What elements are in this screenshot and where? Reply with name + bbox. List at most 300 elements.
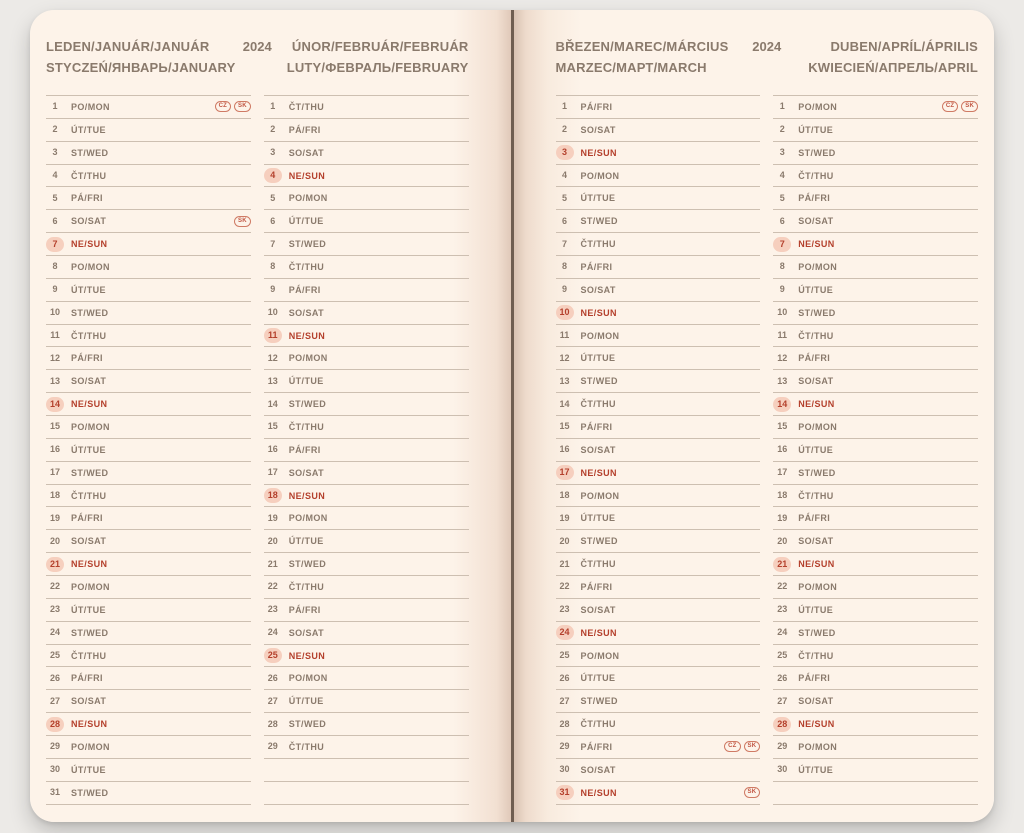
day-number: 29 (777, 741, 788, 752)
day-number: 24 (267, 627, 278, 638)
day-number: 17 (49, 467, 60, 478)
day-number: 5 (779, 192, 785, 203)
day-label: SO/SAT (580, 284, 616, 295)
day-row (46, 393, 251, 416)
day-row (264, 485, 469, 508)
day-number: 18 (559, 490, 570, 501)
day-row (46, 233, 251, 256)
day-row (46, 279, 251, 302)
day-label: NE/SUN (798, 559, 835, 570)
day-number: 28 (46, 717, 64, 732)
day-row (556, 667, 761, 690)
day-row (264, 96, 469, 119)
day-number: 7 (270, 238, 276, 249)
day-number: 28 (559, 718, 570, 729)
day-number: 13 (49, 375, 60, 386)
day-row (773, 622, 978, 645)
day-label: PÁ/FRI (71, 353, 103, 364)
day-label: PÁ/FRI (580, 261, 613, 272)
day-number: 23 (777, 604, 788, 615)
day-label: PÁ/FRI (798, 193, 831, 204)
day-number: 14 (267, 398, 278, 409)
left-page-header (46, 36, 469, 84)
day-label: SO/SAT (71, 376, 107, 387)
day-number: 29 (267, 741, 278, 752)
day-row (46, 142, 251, 165)
day-number: 10 (267, 307, 278, 318)
day-label: ST/WED (71, 467, 109, 478)
day-label: ST/WED (71, 787, 109, 798)
day-label: PO/MON (798, 101, 838, 112)
day-number: 23 (267, 604, 278, 615)
day-row (773, 690, 978, 713)
day-number: 4 (561, 170, 567, 180)
day-row (264, 416, 469, 439)
day-number: 22 (267, 581, 278, 592)
day-number: 15 (49, 421, 60, 432)
day-number: 11 (50, 330, 60, 341)
day-label: ÚT/TUE (71, 124, 106, 135)
day-row (556, 782, 761, 805)
day-row (773, 576, 978, 599)
day-number: 1 (561, 101, 567, 112)
day-number: 25 (777, 650, 788, 661)
day-number: 3 (270, 147, 276, 158)
day-row (264, 713, 469, 736)
month-columns (46, 95, 469, 805)
right-page-header (556, 36, 979, 84)
day-number: 28 (773, 717, 791, 732)
day-label: SO/SAT (580, 604, 616, 615)
day-number: 31 (49, 787, 60, 798)
day-row (264, 507, 469, 530)
day-number: 8 (779, 261, 785, 272)
day-row (556, 736, 761, 759)
day-number: 13 (559, 375, 570, 386)
day-number: 26 (49, 672, 60, 683)
day-row (773, 325, 978, 348)
month-title-march (556, 36, 753, 78)
day-row (46, 347, 251, 370)
day-row (264, 187, 469, 210)
day-row (773, 645, 978, 668)
day-label: ČT/THU (288, 261, 325, 272)
day-number: 8 (561, 261, 567, 272)
day-label: ÚT/TUE (798, 284, 834, 295)
day-row (556, 645, 761, 668)
holiday-badges (234, 216, 251, 227)
holiday-badge-sk: SK (234, 216, 251, 227)
day-row (46, 713, 251, 736)
day-number: 7 (46, 237, 64, 252)
day-label: PO/MON (288, 193, 328, 204)
day-label: SO/SAT (580, 124, 616, 135)
day-number: 29 (49, 741, 60, 752)
day-label: ÚT/TUE (288, 536, 324, 547)
day-number: 17 (556, 465, 574, 480)
day-row (556, 462, 761, 485)
day-number: 20 (777, 535, 788, 546)
day-number: 19 (777, 512, 788, 523)
day-label: NE/SUN (580, 467, 617, 478)
day-row (773, 233, 978, 256)
day-label: PO/MON (798, 581, 838, 592)
day-label: ST/WED (71, 147, 109, 158)
day-label: PÁ/FRI (580, 741, 613, 752)
day-label: PO/MON (580, 650, 620, 661)
day-label: ST/WED (580, 216, 618, 227)
day-row (556, 599, 761, 622)
day-number: 17 (777, 467, 788, 478)
day-number: 6 (52, 215, 58, 226)
day-label: ST/WED (288, 719, 327, 730)
day-row (773, 462, 978, 485)
day-number: 12 (777, 352, 788, 363)
day-row (46, 622, 251, 645)
day-row (264, 736, 469, 759)
holiday-badge-cz: CZ (942, 101, 958, 112)
day-number: 3 (556, 145, 574, 160)
day-number: 30 (49, 764, 60, 775)
day-row (46, 576, 251, 599)
day-number: 23 (559, 604, 570, 615)
holiday-badge-cz: CZ (215, 101, 231, 112)
day-label: SO/SAT (580, 764, 616, 775)
day-label: ST/WED (288, 559, 327, 570)
day-number: 11 (777, 330, 787, 341)
day-label: ÚT/TUE (798, 124, 834, 135)
day-row (46, 462, 251, 485)
day-row (46, 599, 251, 622)
day-number: 25 (559, 650, 570, 661)
day-row (773, 530, 978, 553)
day-number: 14 (46, 397, 64, 412)
day-label: PO/MON (798, 741, 838, 752)
day-row (264, 462, 469, 485)
month-title-line: LEDEN/JANUÁR/JANUÁR (46, 39, 210, 54)
day-number: 29 (559, 741, 570, 752)
day-label: ÚT/TUE (580, 673, 616, 684)
day-label: ČT/THU (71, 490, 107, 501)
day-row (264, 165, 469, 188)
day-row (46, 667, 251, 690)
day-label: ÚT/TUE (580, 513, 616, 524)
day-row (264, 439, 469, 462)
day-label: PÁ/FRI (580, 101, 613, 112)
day-label: PÁ/FRI (798, 673, 831, 684)
day-number: 16 (559, 444, 570, 455)
day-number: 30 (777, 764, 788, 775)
day-number: 20 (267, 535, 278, 546)
day-number: 19 (559, 512, 570, 523)
day-label: SO/SAT (288, 307, 324, 318)
day-number: 21 (559, 558, 570, 569)
day-label: NE/SUN (71, 719, 108, 730)
day-label: ČT/THU (288, 741, 325, 752)
day-row (264, 302, 469, 325)
day-row (773, 302, 978, 325)
day-number: 5 (270, 192, 276, 203)
day-number: 5 (52, 192, 58, 203)
day-number: 10 (777, 307, 788, 318)
day-row (556, 96, 761, 119)
day-number: 13 (267, 375, 278, 386)
day-number: 31 (556, 785, 574, 800)
day-label: NE/SUN (288, 330, 326, 341)
day-label: PÁ/FRI (288, 284, 321, 295)
day-label: ST/WED (580, 536, 618, 547)
day-label: ČT/THU (580, 559, 616, 570)
day-number: 9 (52, 284, 58, 295)
day-label: PÁ/FRI (580, 421, 613, 432)
day-number: 19 (49, 512, 60, 523)
day-number: 8 (270, 261, 276, 272)
day-row (773, 96, 978, 119)
day-label: NE/SUN (580, 627, 617, 638)
holiday-badges (215, 101, 251, 112)
day-row (773, 142, 978, 165)
month-title-april (808, 36, 978, 78)
day-row (556, 690, 761, 713)
day-row (773, 553, 978, 576)
day-row (46, 119, 251, 142)
day-row (556, 393, 761, 416)
day-row (264, 256, 469, 279)
day-label: PÁ/FRI (288, 444, 321, 455)
day-label: SO/SAT (798, 696, 834, 707)
day-label: PO/MON (71, 581, 110, 592)
day-label: SO/SAT (580, 444, 616, 455)
day-number: 1 (52, 101, 58, 112)
day-number: 15 (267, 421, 278, 432)
day-row (264, 576, 469, 599)
day-label: ST/WED (798, 307, 836, 318)
holiday-badge-sk: SK (744, 741, 761, 752)
day-number: 6 (779, 215, 785, 226)
day-label: ST/WED (71, 307, 109, 318)
day-label: NE/SUN (71, 559, 108, 570)
day-row (46, 485, 251, 508)
day-number: 14 (559, 398, 570, 409)
day-number: 2 (270, 124, 276, 135)
day-number: 4 (779, 170, 785, 180)
day-label: PO/MON (71, 261, 110, 272)
day-row (264, 142, 469, 165)
day-number: 27 (267, 695, 278, 706)
day-label: PÁ/FRI (798, 513, 831, 524)
day-label: SO/SAT (288, 467, 324, 478)
day-number: 24 (777, 627, 788, 638)
day-row (264, 210, 469, 233)
day-row (556, 210, 761, 233)
day-row (46, 439, 251, 462)
day-number: 11 (559, 330, 570, 341)
day-number: 24 (49, 627, 60, 638)
day-label: SO/SAT (798, 536, 834, 547)
day-row (264, 233, 469, 256)
day-number: 3 (779, 147, 785, 158)
day-number: 26 (559, 672, 570, 683)
day-label: PO/MON (798, 421, 838, 432)
day-label: ST/WED (798, 467, 836, 478)
day-row (773, 507, 978, 530)
day-number: 12 (49, 352, 60, 363)
day-label: ČT/THU (798, 490, 834, 501)
day-row (556, 165, 761, 188)
day-number: 21 (773, 557, 791, 572)
day-number: 19 (267, 512, 278, 523)
day-number: 18 (777, 490, 788, 501)
day-label: PO/MON (288, 353, 328, 364)
day-label: PO/MON (580, 330, 620, 341)
day-label: ÚT/TUE (798, 764, 834, 775)
day-number: 11 (264, 328, 282, 343)
day-label: SO/SAT (71, 216, 107, 227)
right-page (514, 10, 995, 822)
day-label: SO/SAT (798, 376, 834, 387)
day-row (46, 187, 251, 210)
day-label: PÁ/FRI (798, 353, 831, 364)
day-label: ÚT/TUE (288, 376, 324, 387)
day-label: ST/WED (798, 147, 836, 158)
day-label: ÚT/TUE (798, 604, 834, 615)
month-column-april (773, 95, 978, 805)
day-row (773, 347, 978, 370)
diary-open-spread (30, 10, 994, 822)
day-label: PÁ/FRI (580, 581, 613, 592)
day-number: 12 (559, 352, 570, 363)
day-number: 28 (267, 718, 278, 729)
month-title-line: KWIECIEŃ/АПРЕЛЬ/APRIL (808, 60, 978, 75)
day-row (773, 713, 978, 736)
day-number: 10 (556, 305, 574, 320)
day-label: ST/WED (71, 627, 109, 638)
day-row (46, 302, 251, 325)
day-number: 6 (270, 215, 276, 226)
day-row (264, 279, 469, 302)
day-number: 21 (46, 557, 64, 572)
day-label: ST/WED (288, 399, 327, 410)
day-number: 18 (49, 490, 60, 501)
day-row (556, 713, 761, 736)
day-label: NE/SUN (288, 490, 326, 501)
day-row (773, 599, 978, 622)
day-label: ČT/THU (71, 170, 107, 181)
day-label: ÚT/TUE (71, 284, 106, 295)
day-row (46, 256, 251, 279)
day-number: 22 (49, 581, 60, 592)
day-number: 27 (49, 695, 60, 706)
day-number: 4 (52, 170, 58, 180)
day-row (773, 119, 978, 142)
holiday-badges (724, 741, 760, 752)
day-row (46, 530, 251, 553)
day-row (264, 667, 469, 690)
day-number: 12 (267, 352, 278, 363)
month-title-line: BŘEZEN/MAREC/MÁRCIUS (555, 39, 729, 54)
holiday-badge-sk: SK (961, 101, 978, 112)
month-title-january (46, 36, 243, 78)
day-row (773, 370, 978, 393)
day-row (264, 530, 469, 553)
day-number: 26 (267, 672, 278, 683)
day-row (556, 553, 761, 576)
year-label: 2024 (752, 39, 782, 54)
day-row (773, 256, 978, 279)
day-number: 22 (777, 581, 788, 592)
day-row (264, 393, 469, 416)
day-number: 9 (270, 284, 276, 295)
day-number: 15 (559, 421, 570, 432)
month-columns (556, 95, 979, 805)
day-row (264, 347, 469, 370)
holiday-badge-cz: CZ (724, 741, 740, 752)
day-row (556, 142, 761, 165)
day-row (773, 439, 978, 462)
day-number: 7 (773, 237, 791, 252)
day-number: 14 (773, 397, 791, 412)
day-row (46, 416, 251, 439)
day-number: 9 (779, 284, 785, 295)
holiday-badge-sk: SK (744, 787, 761, 798)
left-page (30, 10, 511, 822)
holiday-badges (744, 787, 761, 798)
day-label: PÁ/FRI (288, 604, 321, 615)
day-row (264, 370, 469, 393)
day-row (556, 622, 761, 645)
month-title-line: MARZEC/МАРТ/MARCH (555, 60, 707, 75)
day-number: 26 (777, 672, 788, 683)
day-label: ÚT/TUE (288, 696, 324, 707)
day-label: PÁ/FRI (71, 673, 103, 684)
day-row (264, 645, 469, 668)
day-label: ÚT/TUE (798, 444, 834, 455)
day-label: PÁ/FRI (288, 124, 321, 135)
day-label: ÚT/TUE (71, 444, 106, 455)
day-row (556, 439, 761, 462)
day-label: ST/WED (798, 627, 836, 638)
day-row (556, 759, 761, 782)
day-label: PÁ/FRI (71, 193, 103, 204)
day-number: 10 (49, 307, 60, 318)
day-number: 7 (561, 238, 567, 249)
day-row (264, 622, 469, 645)
day-label: PO/MON (580, 490, 620, 501)
day-label: ST/WED (580, 696, 618, 707)
day-label: SO/SAT (288, 627, 324, 638)
day-label: ČT/THU (288, 581, 325, 592)
empty-row (773, 782, 978, 805)
month-title-line: ÚNOR/FEBRUÁR/FEBRUÁR (291, 39, 469, 54)
day-row (773, 759, 978, 782)
day-label: NE/SUN (580, 307, 617, 318)
day-number: 2 (779, 124, 785, 135)
day-number: 8 (52, 261, 58, 272)
day-number: 1 (779, 101, 785, 112)
day-row (556, 507, 761, 530)
day-label: PÁ/FRI (71, 513, 103, 524)
day-label: ČT/THU (71, 650, 107, 661)
day-number: 16 (777, 444, 788, 455)
day-number: 17 (267, 467, 278, 478)
day-number: 22 (559, 581, 570, 592)
day-label: NE/SUN (798, 399, 835, 410)
day-label: ÚT/TUE (580, 353, 616, 364)
day-label: PO/MON (798, 261, 838, 272)
month-title-line: LUTY/ФЕВРАЛЬ/FEBRUARY (286, 60, 469, 75)
month-title-line: STYCZEŃ/ЯНВАРЬ/JANUARY (46, 60, 236, 75)
day-row (46, 370, 251, 393)
